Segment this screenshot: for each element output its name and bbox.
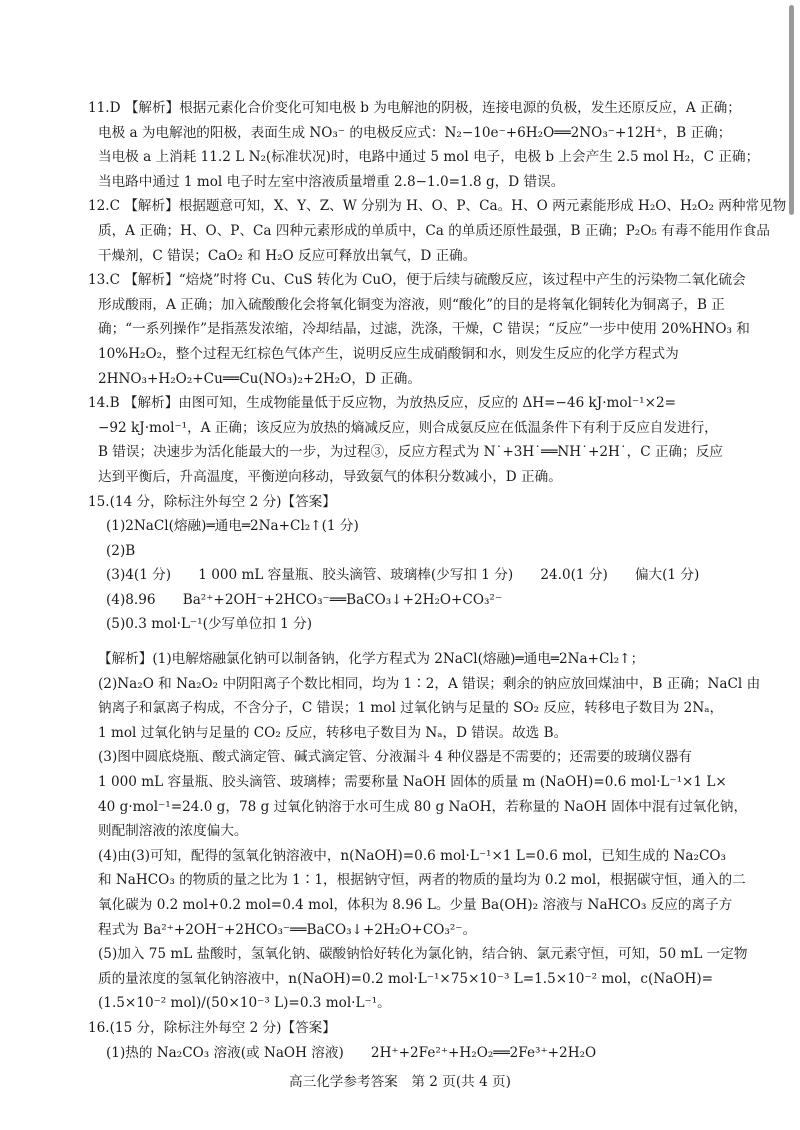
document-body [88, 96, 787, 1065]
text-line: 当电极 a 上消耗 11.2 L N₂(标准状况)时，电路中通过 5 mol 电子，电极 b 上会产生 2.5 mol H₂，C 正确； [98, 149, 760, 166]
text-line: 确；“一系列操作”是指蒸发浓缩，冷却结晶，过滤，洗涤，干燥，C 错误；“反应”一步中使用 20%HNO₃ 和 [98, 321, 750, 338]
text-line: 13.C 【解析】“焙烧”时将 Cu、CuS 转化为 CuO，便于后续与硫酸反应，该过程中产生的污染物二氧化硫会 [88, 272, 746, 289]
text-line: 钠离子和氯离子构成，不含分子，C 错误；1 mol 过氧化钠与足量的 SO₂ 反应，转移电子数目为 2Nₐ， [98, 700, 724, 717]
text-line: B 错误；决速步为活化能最大的一步，为过程③，反应方程式为 N˙+3H˙══NH˙+2H˙，C 正确；反应 [98, 444, 723, 461]
text-line: 10%H₂O₂，整个过程无红棕色气体产生，说明反应生成硝酸铜和水，则发生反应的化学方程式为 [98, 345, 679, 362]
text-line: 质的量浓度的氢氧化钠溶液中，n(NaOH)=0.2 mol·L⁻¹×75×10⁻³ L=1.5×10⁻² mol，c(NaOH)= [98, 970, 714, 987]
text-line: (2)Na₂O 和 Na₂O₂ 中阴阳离子个数比相同，均为 1∶2，A 错误；剩余的钠应放回煤油中，B 正确；NaCl 由 [98, 675, 761, 692]
text-line: 则配制溶液的浓度偏大。 [98, 823, 248, 840]
text-line: 氧化碳为 0.2 mol+0.2 mol=0.4 mol，体积为 8.96 L。少量 Ba(OH)₂ 溶液与 NaHCO₃ 反应的离子方 [98, 897, 733, 913]
text-line: 当电路中通过 1 mol 电子时左室中溶液质量增重 2.8−1.0=1.8 g，D 错误。 [98, 173, 565, 190]
question-heading: 16.(15 分，除标注外每空 2 分)【答案】 [88, 1019, 336, 1036]
page-footer: 高三化学参考答案 第 2 页(共 4 页) [289, 1074, 511, 1090]
text-line: 14.B 【解析】由图可知，生成物能量低于反应物，为放热反应，反应的 ΔH=−46 kJ·mol⁻¹×2= [88, 395, 677, 412]
text-line: (1.5×10⁻² mol)/(50×10⁻³ L)=0.3 mol·L⁻¹。 [98, 995, 391, 1012]
text-line: 达到平衡后，升高温度，平衡逆向移动，导致氨气的体积分数减小，D 正确。 [98, 468, 562, 485]
text-line: 1 mol 过氧化钠与足量的 CO₂ 反应，转移电子数目为 Nₐ，D 错误。故选 B。 [98, 724, 568, 741]
text-line: 2HNO₃+H₂O₂+Cu══Cu(NO₃)₂+2H₂O，D 正确。 [98, 370, 421, 387]
answer-line: (4)8.96 Ba²⁺+2OH⁻+2HCO₃⁻══BaCO₃↓+2H₂O+CO₃²⁻ [106, 591, 503, 608]
text-line: 电极 a 为电解池的阳极，表面生成 NO₃⁻ 的电极反应式：N₂−10e⁻+6H₂O══2NO₃⁻+12H⁺，B 正确； [98, 124, 732, 141]
answer-line: (5)0.3 mol·L⁻¹(少写单位扣 1 分) [106, 616, 313, 633]
text-line: 11.D 【解析】根据元素化合价变化可知电极 b 为电解池的阴极，连接电源的负极，发生还原反应，A 正确； [88, 100, 741, 116]
text-line: 质，A 正确；H、O、P、Ca 四种元素形成的单质中，Ca 的单质还原性最强，B 正确；P₂O₅ 有毒不能用作食品 [98, 222, 770, 239]
answer-line: (1)热的 Na₂CO₃ 溶液(或 NaOH 溶液) 2H⁺+2Fe²⁺+H₂O₂══2Fe³⁺+2H₂O [106, 1044, 597, 1061]
text-line: 程式为 Ba²⁺+2OH⁻+2HCO₃⁻══BaCO₃↓+2H₂O+CO₃²⁻。 [98, 921, 477, 938]
text-line: 40 g·mol⁻¹=24.0 g，78 g 过氧化钠溶于水可生成 80 g NaOH，若称量的 NaOH 固体中混有过氧化钠， [98, 798, 748, 815]
text-line: 干燥剂，C 错误；CaO₂ 和 H₂O 反应可释放出氧气，D 正确。 [98, 247, 477, 264]
text-line: (4)由(3)可知，配得的氢氧化钠溶液中，n(NaOH)=0.6 mol·L⁻¹×1 L=0.6 mol，已知生成的 Na₂CO₃ [98, 847, 726, 864]
text-line: 形成酸雨，A 正确；加入硫酸酸化会将氧化铜变为溶液，则“酸化”的目的是将氧化铜转化为铜离子，B 正 [98, 296, 725, 313]
text-line: 12.C 【解析】根据题意可知，X、Y、Z、W 分别为 H、O、P、Ca。H、O 两元素能形成 H₂O、H₂O₂ 两种常见物 [88, 198, 787, 215]
answer-line: (2)B [106, 542, 136, 559]
text-line: (5)加入 75 mL 盐酸时，氢氧化钠、碳酸钠恰好转化为氯化钠，结合钠、氯元素守恒，可知，50 mL 一定物 [98, 946, 748, 963]
text-line: 【解析】(1)电解熔融氯化钠可以制备钠，化学方程式为 2NaCl(熔融)═通电═2Na+Cl₂↑； [98, 651, 645, 668]
text-line: (3)图中圆底烧瓶、酸式滴定管、碱式滴定管、分液漏斗 4 种仪器是不需要的；还需要的玻璃仪器有 [98, 749, 692, 766]
text-line: 1 000 mL 容量瓶、胶头滴管、玻璃棒；需要称量 NaOH 固体的质量 m (NaOH)=0.6 mol·L⁻¹×1 L× [98, 774, 727, 791]
question-heading: 15.(14 分，除标注外每空 2 分)【答案】 [88, 493, 336, 510]
answer-line: (1)2NaCl(熔融)═通电═2Na+Cl₂↑(1 分) [106, 518, 359, 535]
answer-line: (3)4(1 分) 1 000 mL 容量瓶、胶头滴管、玻璃棒(少写扣 1 分) 24.0(1 分) 偏大(1 分) [106, 567, 700, 584]
text-line: 和 NaHCO₃ 的物质的量之比为 1∶1，根据钠守恒，两者的物质的量均为 0.2 mol，根据碳守恒，通入的二 [98, 872, 746, 889]
scrollbar[interactable] [789, 5, 794, 215]
text-line: −92 kJ·mol⁻¹，A 正确；该反应为放热的熵减反应，则合成氨反应在低温条件下有利于反应自发进行， [98, 419, 718, 436]
